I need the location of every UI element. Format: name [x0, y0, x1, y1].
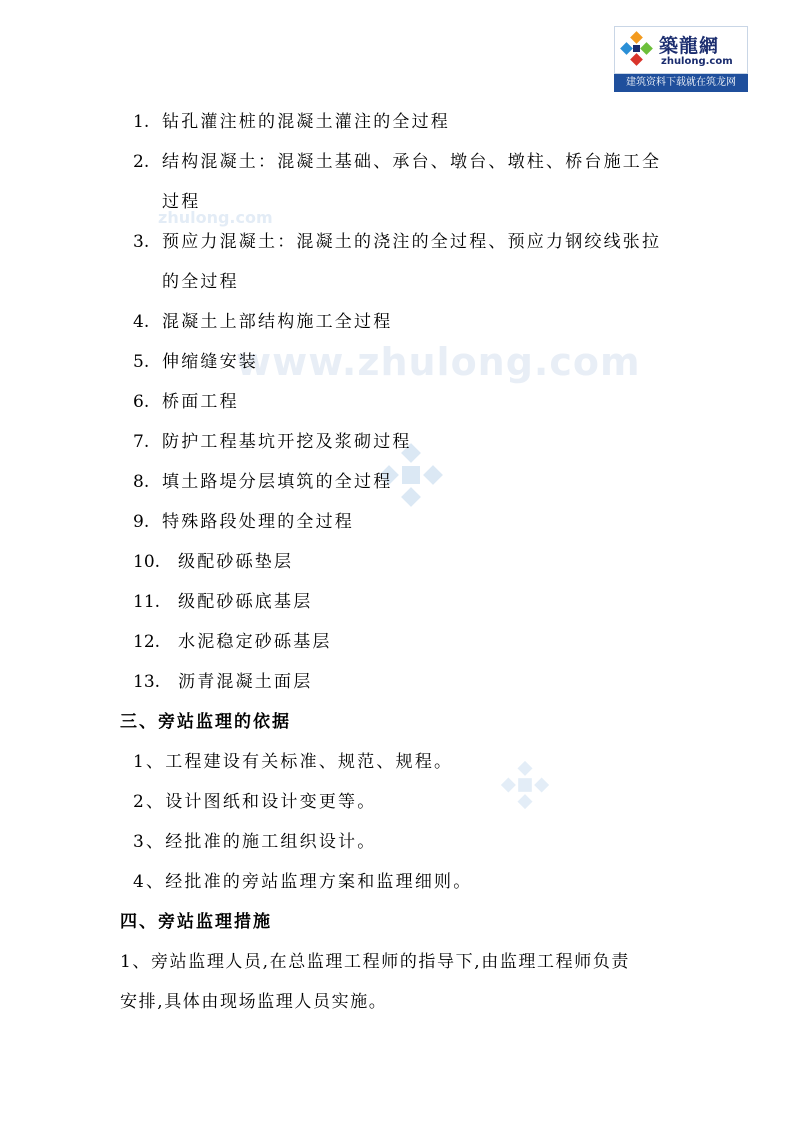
list-item-number: 5.	[133, 352, 150, 372]
watermark-small: zhulong.com	[158, 208, 273, 227]
watermark-large: www.zhulong.com	[236, 340, 641, 384]
list-item-number: 7.	[133, 432, 150, 452]
section-item: 1、工程建设有关标准、规范、规程。	[133, 752, 454, 772]
list-item-number: 2.	[133, 152, 150, 172]
section-item: 3、经批准的施工组织设计。	[133, 832, 377, 852]
list-item-number: 8.	[133, 472, 150, 492]
paragraph-line: 1、旁站监理人员,在总监理工程师的指导下,由监理工程师负责	[120, 952, 631, 972]
logo-name: 築龍網	[659, 35, 720, 57]
list-item-text: 混凝土上部结构施工全过程	[162, 312, 393, 332]
list-item-text: 结构混凝土：混凝土基础、承台、墩台、墩柱、桥台施工全	[162, 152, 662, 172]
list-item-text: 级配砂砾底基层	[178, 592, 313, 612]
list-item-number: 11.	[133, 592, 161, 612]
logo-snowflake-icon	[619, 31, 655, 71]
list-item-text: 预应力混凝土：混凝土的浇注的全过程、预应力钢绞线张拉	[162, 232, 662, 252]
list-item-number: 3.	[133, 232, 150, 252]
logo-tagline: 建筑资料下载就在筑龙网	[614, 74, 748, 92]
list-item-text: 钻孔灌注桩的混凝土灌注的全过程	[162, 112, 450, 132]
section-item: 4、经批准的旁站监理方案和监理细则。	[133, 872, 473, 892]
list-item-continuation: 过程	[162, 192, 201, 212]
section-item: 2、设计图纸和设计变更等。	[133, 792, 377, 812]
list-item-text: 桥面工程	[162, 392, 239, 412]
watermark-snowflake-icon	[500, 760, 550, 810]
list-item-number: 13.	[133, 672, 161, 692]
list-item-text: 填土路堤分层填筑的全过程	[162, 472, 393, 492]
list-item-text: 沥青混凝土面层	[178, 672, 313, 692]
list-item-text: 防护工程基坑开挖及浆砌过程	[162, 432, 412, 452]
logo-header	[614, 26, 748, 74]
list-item-number: 10.	[133, 552, 161, 572]
section-heading: 四、旁站监理措施	[120, 912, 272, 932]
list-item-number: 12.	[133, 632, 161, 652]
list-item-continuation: 的全过程	[162, 272, 239, 292]
list-item-text: 水泥稳定砂砾基层	[178, 632, 332, 652]
list-item-text: 特殊路段处理的全过程	[162, 512, 354, 532]
list-item-text: 级配砂砾垫层	[178, 552, 294, 572]
section-heading: 三、旁站监理的依据	[120, 712, 291, 732]
paragraph-line: 安排,具体由现场监理人员实施。	[120, 992, 388, 1012]
list-item-number: 1.	[133, 112, 150, 132]
list-item-text: 伸缩缝安装	[162, 352, 258, 372]
logo-domain: zhulong.com	[661, 56, 733, 67]
list-item-number: 4.	[133, 312, 150, 332]
list-item-number: 9.	[133, 512, 150, 532]
zhulong-logo	[614, 26, 748, 92]
list-item-number: 6.	[133, 392, 150, 412]
